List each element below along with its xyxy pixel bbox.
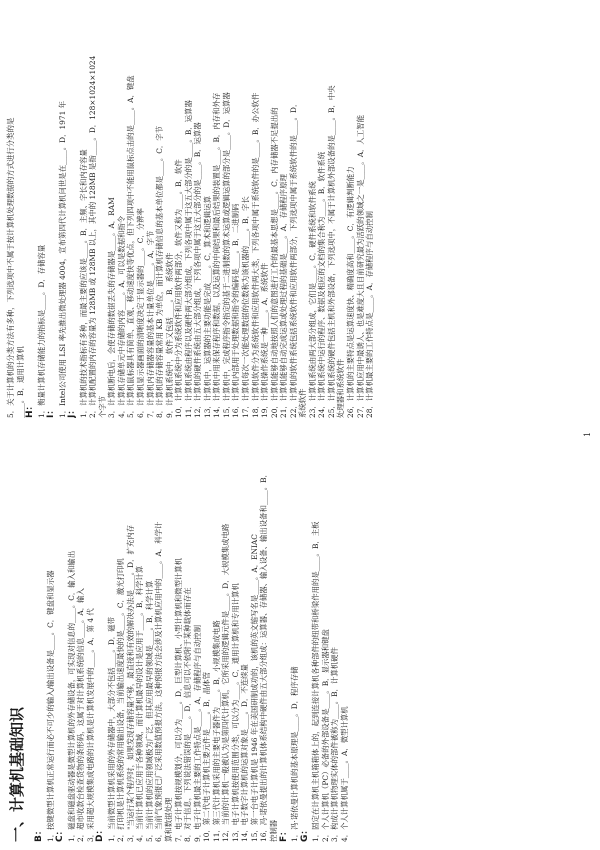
question-line: 22．计算机的软件系统包括系统软件和应用软件两部分，下列选项中属于系统软件的是____。D． [288, 99, 298, 418]
question-line: 5．计算机鼠标器具有简单、直观、移动速度快等优点，但下列四项中不能用鼠标点击的是____。A．键盘 [126, 75, 136, 418]
question-line: 11．第三代计算机采用的主要电子器件为____。B．小规模集成电路 [211, 620, 221, 842]
question-line: 1．Intel公司使用 LSI 率先推出微处理器 4004，宣布第四代计算机问世是在____。D．1971 年 [57, 100, 67, 418]
section-letter-heading: J： [67, 405, 78, 418]
question-line: 14．计算机中用来保存程序和数据，以及运算的中间结果和最后结果的装置是____。B．内存和外存 [212, 92, 222, 418]
question-line: 17．计算机每次一次能处理数据的位数称为该机器的____。B．字长 [240, 196, 250, 418]
question-line: 3．计算机断电后，会使存储的数据丢失的存储器是____。A．RAM [107, 197, 117, 418]
question-line: 18．计算机软件分为系统软件和应用软件两大类，下列各项中属于系统软件的是____。B．办公软件 [250, 92, 260, 418]
question-line: 3．采用超大规模集成电路的计算机是计算机发展中的____。A．第 4 代 [85, 608, 95, 842]
question-line: 13．电子计算机按使用范围分类，可以分为____。C．通用计算机和专用计算机 [230, 583, 240, 842]
question-line: 10．第二代电子计算机主要元件是____。B．晶体管 [202, 671, 212, 842]
section-letter-heading: B： [34, 826, 44, 842]
question-line: 1．当前微型计算机采用的外存储器中，大部分不包括____。D．磁带 [106, 617, 116, 842]
question-line: 6．当前气象预报已广泛采用数值预报方法，这种预报方法会涉及计算机应用中的____。A．科学计 [154, 521, 164, 842]
question-line: 3．构成计算机物理实体的部件被称为____。B．计算机硬件 [330, 647, 340, 842]
question-line: 8．计算机的存储容量常用 KB 为单位，而计算机存储信息的基本单位都是____。C．字节 [155, 125, 165, 418]
question-line: 8．对于信息，下列说法错误的是____。D．信息可以不依附于某种载体而存在 [183, 587, 193, 842]
question-line: 15．第一台电子计算机是 1946 年在美国研制成功的，该机的英文缩写名是____。A．ENIAC [249, 534, 259, 842]
question-line: 14．电子数字计算机的运算对象是____。D．不连续量 [240, 664, 250, 842]
right-question-list [6, 0, 375, 418]
page-number: 1 [583, 431, 592, 437]
question-line: 4．个人计算机属于____。A．微型计算机 [339, 706, 349, 842]
left-question-list [34, 422, 349, 842]
question-line: 5．当前计算机的应用领域极为广泛，但其应用最早的领域是____。B．科学计算 [144, 580, 154, 842]
question-line: 11．计算机系统由程序以及硬件两大部分组成，下列各项中属于这五大部分的是____。B．运算器 [183, 100, 193, 418]
question-line: 1．计算机的技术指标有多种，而最主要的应该是____。B．主频、字长和内存容量 [78, 149, 88, 418]
question-line: 21．计算机能够自动完成运算或处理过程的基础是____。A．存储程序原理 [279, 174, 289, 418]
question-line: 5．关于计算机的分类方法有多种，下列选项中不属于按计算机处理数据的方式进行分类的是 [6, 117, 15, 418]
question-line: 系统软件 [298, 388, 308, 418]
question-line: 1．衡量计算机存储能力的指标是____。D．存储容量 [36, 244, 46, 418]
question-line: 24．计算机系统中运行的程序、数据及相应的文档的集合称为____。B．软件系统 [317, 151, 327, 418]
question-line: 4．计算机存储单元中存储的内容____。A．可以是数据和指令 [116, 215, 126, 418]
question-line: 处理器和系统软件 [336, 358, 346, 418]
question-line: 2．计算机配置的内存的容量为 128MB 或 128MB 以上，其中的 128MB 是指____。D．128×1024×1024 [88, 55, 98, 418]
question-line: 26．计算机的主要特点是运算速度快、精确度高和____。C．有逻辑判断能力 [346, 166, 355, 418]
section-letter-heading: F： [278, 826, 289, 842]
section-letter-heading: D： [95, 825, 106, 842]
question-line: 1．冯·诺依曼计算机的基本原理是____。D．程序存储 [290, 666, 300, 842]
question-line: 7．计算机内存储器容量的基本计量单位是____。A．字节 [145, 230, 155, 418]
question-line: 6．计算机显示器画面的清晰度决定于显示器的____。C．分辨率 [135, 208, 145, 418]
page-title: 一、计算机基础知识 [8, 706, 26, 842]
question-line: 13．计算机中，运算器的主要功能是完成____。C．算术和逻辑运算 [202, 196, 212, 418]
question-line: 12．计算机的硬件系统由五大部分组成，下列各项中属于这五大部分的是____。B．运算器 [193, 122, 203, 418]
section-letter-heading: G： [299, 825, 310, 842]
question-line: 4．当前计算机已应用于各种领域，而计算机最早的设计是应用于____。B．科学计算 [135, 565, 145, 842]
question-line: 1．按键微型计算机正常运行而必不可少的输入/输出设备是____。C．键盘和显示器 [45, 570, 55, 842]
question-line: 27．计算机应用中最诱人、也是难度大且目前研究最为活跃的领域之一是____。A．人工智能 [355, 115, 365, 418]
question-line: 23．计算机系统由两大部分组成，它们是____。C．硬件系统和软件系统 [307, 181, 317, 418]
question-line: 1．固定在计算机主机箱箱体上的，起到连接计算机各种部件的纽带和桥梁作用的是____。B．主板 [311, 521, 321, 842]
question-line: ____。B．通用计算机 [15, 346, 25, 418]
question-line: 12．当前的计算机一般被认为是第四代计算机，它所采用的逻辑元件是____。D．大规模集成电路 [221, 523, 231, 842]
question-line: 算和数据处理 [163, 797, 173, 842]
section-letter-heading: I： [46, 405, 57, 418]
question-line: 个字节 [97, 395, 107, 418]
question-line: 20．计算机能够自动地按照人们的意图进行工作的最基本思想是____。C．内存储器不足提出的 [269, 107, 279, 418]
question-line: 25．计算机系统的硬件包括主机和外部设备，下列选项中，不属于计算机外部设备的是____。B．中央 [326, 85, 336, 418]
question-line: 2．打印机是计算机系统的常用输出设备，当前输出速度最快的是____。C．激光打印机 [116, 558, 126, 842]
question-line: 9．电子计算机最主要的工作特点是____。A．存储程序与自动控制 [192, 625, 202, 842]
question-line: 2．超市收款台检查货物的条形码，这属于对计算机系统的信息____。A．输入 [76, 588, 86, 842]
question-line: 28．计算机最主要的工作特点是____。A．存储程序与自动控制 [365, 211, 375, 418]
question-line: 15．计算机中，完成程序指令指定的基于二进制数的算术运算或逻辑运算的部分是____。D．运算器 [221, 92, 231, 418]
question-line: 7．电子计算机按规模划分，可以分为____。D．巨型计算机、小型计算机和微型计算机 [173, 557, 183, 842]
question-line: 控制器 [268, 819, 278, 842]
question-line: 3．"当运行某个程序时，如果发现存储容量不够，最直接和有效的解决办法是____。D．扩充内存 [125, 524, 135, 842]
question-line: 16．计算机内部用于处理数据和指令的编码是____。B．二进制码 [231, 203, 241, 418]
left-column [6, 422, 596, 842]
question-line: 19．计算机操作系统是一种____。A．系统软件 [260, 262, 270, 418]
section-letter-heading: C： [55, 826, 66, 842]
question-line: 9．计算机系统中，软件又包括____。B．系统软件 [164, 252, 174, 418]
question-line: 2．个人计算机（PC）必备的外部设备是____。B．显示器和键盘 [320, 629, 330, 842]
right-column [6, 0, 596, 418]
question-line: 1．磁盘和磁盘驱动器是微型计算机的外存储设备，可实现对信息的____。C．输入和输出 [66, 550, 76, 842]
section-letter-heading: H： [25, 401, 36, 418]
question-line: 10．计算机系统中分为系统软件和应用软件两部分，软件又称为____。B．软件 [174, 159, 184, 418]
question-line: 16．冯·诺依曼提出的计算机体系结构中硬件由五大部分组成：运算器、存储器、输入设备、输出设备和____。B． [259, 470, 269, 842]
